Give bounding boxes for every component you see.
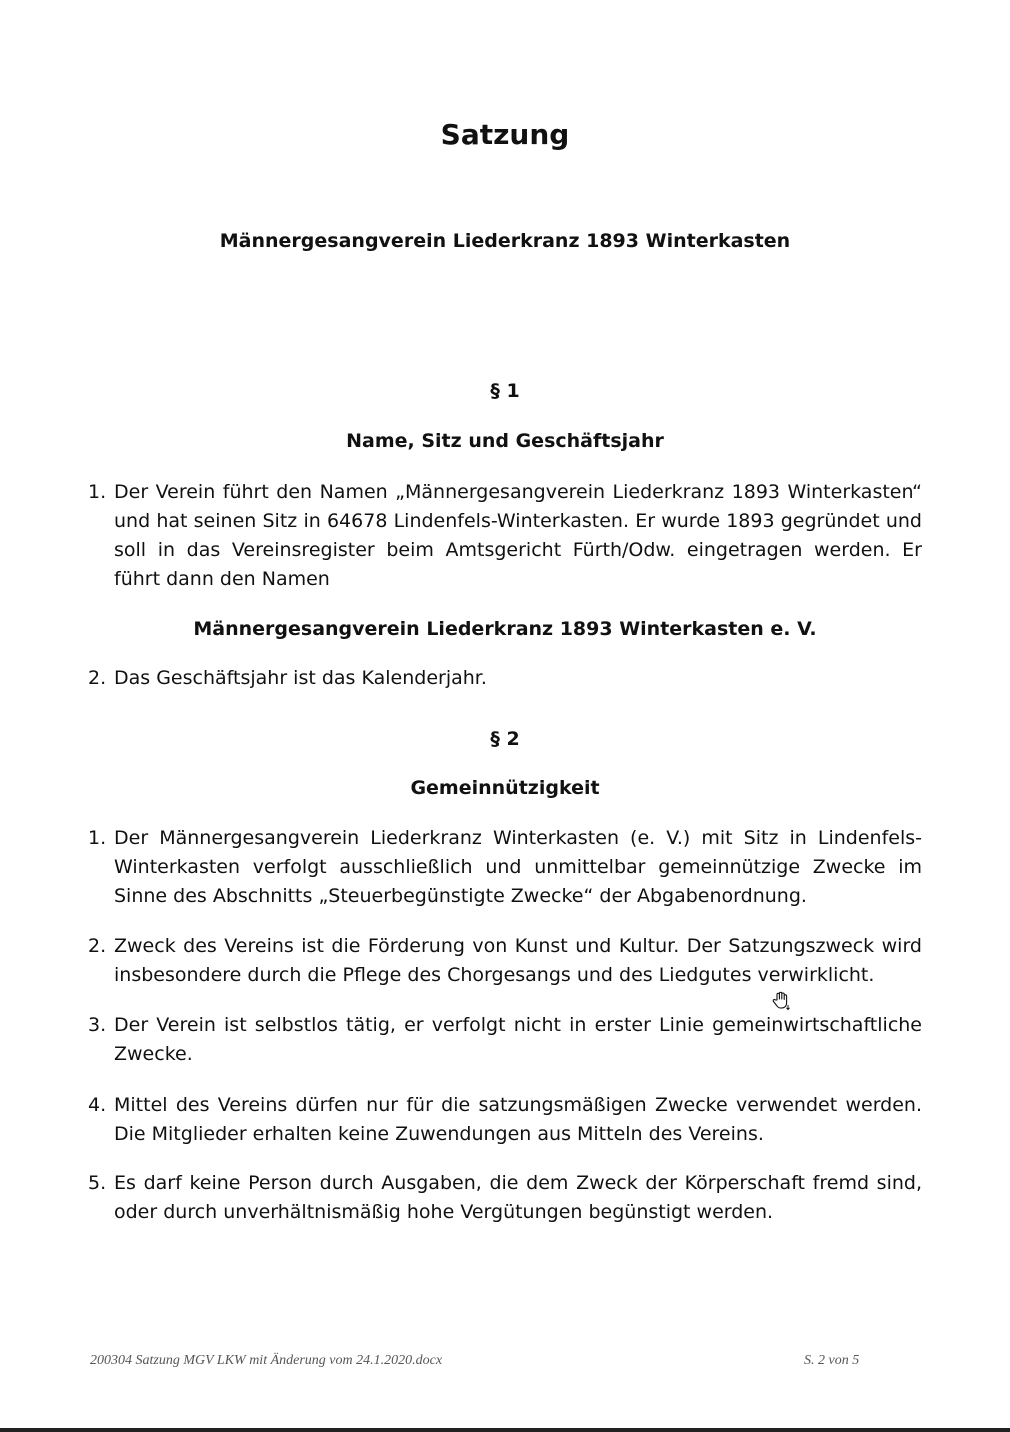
hand-cursor-icon xyxy=(770,990,792,1012)
footer-filename: 200304 Satzung MGV LKW mit Änderung vom 24.1.2020.docx xyxy=(90,1353,443,1368)
section-2-item-1 xyxy=(88,824,922,911)
section-1-number: § 1 xyxy=(490,380,520,402)
section-2-heading: Gemeinnützigkeit xyxy=(410,777,600,799)
document-title: Satzung xyxy=(440,118,570,151)
section-2-number: § 2 xyxy=(490,728,520,750)
section-1-heading: Name, Sitz und Geschäftsjahr xyxy=(346,430,664,452)
item-text: Mittel des Vereins dürfen nur für die satzungsmäßigen Zwecke verwendet werden. Die Mitglieder erhalten keine Zuwendungen aus Mitteln des Vereins. xyxy=(114,1094,922,1145)
item-text: Es darf keine Person durch Ausgaben, die dem Zweck der Körperschaft fremd sind, oder durch unverhältnismäßig hohe Vergütungen begünstigt werden. xyxy=(114,1172,922,1223)
registered-name: Männergesangverein Liederkranz 1893 Winterkasten e. V. xyxy=(193,618,817,640)
item-text: Der Verein ist selbstlos tätig, er verfolgt nicht in erster Linie gemeinwirtschaftliche Zwecke. xyxy=(114,1014,922,1065)
footer-page-number: S. 2 von 5 xyxy=(804,1353,860,1368)
item-number: 1. xyxy=(88,827,107,849)
item-number: 2. xyxy=(88,667,107,689)
item-text: Der Verein führt den Namen „Männergesangverein Liederkranz 1893 Winterkasten“ und hat seinen Sitz in 64678 Lindenfels-Winterkasten. Er wurde 1893 gegründet und soll in das Vereinsregister beim Amtsgericht Fürth/Odw. eingetragen werden. Er führt dann den Namen xyxy=(114,481,922,590)
section-2-item-4 xyxy=(88,1091,922,1149)
document-subtitle: Männergesangverein Liederkranz 1893 Winterkasten xyxy=(219,230,791,252)
section-2-item-5 xyxy=(88,1169,922,1227)
bottom-border xyxy=(0,1428,1010,1432)
item-number: 3. xyxy=(88,1014,107,1036)
item-number: 1. xyxy=(88,481,107,503)
item-number: 5. xyxy=(88,1172,107,1194)
item-text: Zweck des Vereins ist die Förderung von Kunst und Kultur. Der Satzungszweck wird insbesondere durch die Pflege des Chorgesangs und des Liedgutes verwirklicht. xyxy=(114,935,922,986)
item-number: 4. xyxy=(88,1094,107,1116)
section-2-item-3 xyxy=(88,1011,922,1069)
item-text: Das Geschäftsjahr ist das Kalenderjahr. xyxy=(114,667,487,689)
section-1-item-2 xyxy=(88,664,922,693)
section-2-item-2 xyxy=(88,932,922,990)
section-1-item-1 xyxy=(88,478,922,594)
item-number: 2. xyxy=(88,935,107,957)
item-text: Der Männergesangverein Liederkranz Winterkasten (e. V.) mit Sitz in Lindenfels-Winterkasten verfolgt ausschließlich und unmittelbar gemeinnützige Zwecke im Sinne des Abschnitts „Steuerbegünstigte Zwecke“ der Abgabenordnung. xyxy=(114,827,922,907)
